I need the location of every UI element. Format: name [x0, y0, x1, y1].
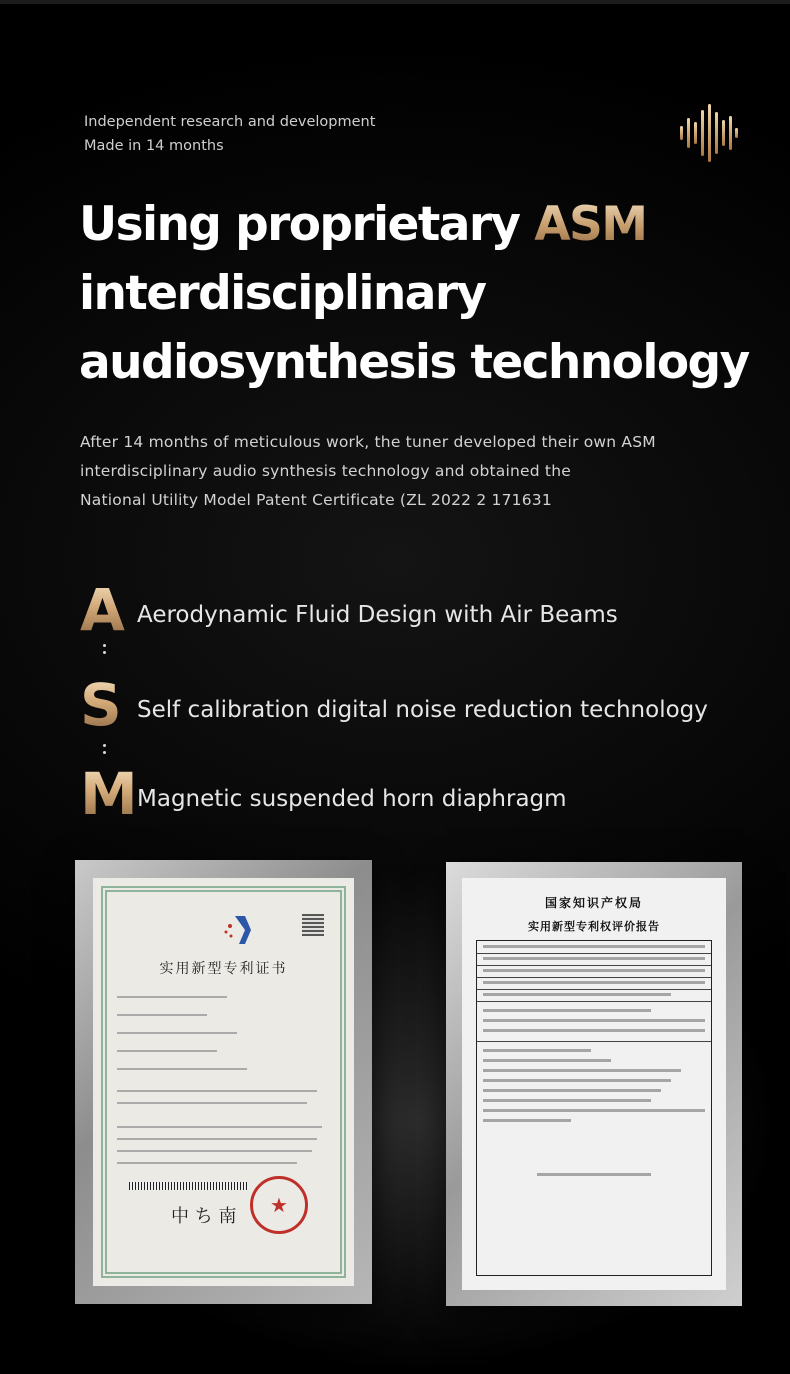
description: [80, 428, 656, 515]
description-line: National Utility Model Patent Certificate (ZL 2022 2 171631: [80, 491, 552, 509]
feature-letter: M: [80, 760, 138, 828]
signature: 中 ち 南: [171, 1206, 237, 1227]
ip-office-logo-icon: [221, 912, 261, 948]
patent-certificate: [93, 878, 354, 1286]
patent-certificate-frame: [75, 860, 372, 1304]
page-title: [79, 190, 749, 397]
report-title: 实用新型专利权评价报告: [528, 920, 660, 933]
barcode: [129, 1182, 249, 1190]
intro-line: Made in 14 months: [84, 138, 224, 154]
dots-divider: [103, 644, 107, 658]
intro-text: [84, 110, 375, 158]
feature-text: Magnetic suspended horn diaphragm: [137, 786, 567, 812]
certificate-title: 实用新型专利证书: [159, 961, 288, 977]
feature-text: Aerodynamic Fluid Design with Air Beams: [137, 602, 618, 628]
title-accent: ASM: [534, 197, 647, 252]
feature-text: Self calibration digital noise reduction technology: [137, 697, 708, 723]
dots-divider: [103, 744, 107, 758]
sound-wave-icon: [678, 104, 738, 162]
official-seal: [250, 1176, 308, 1234]
report-authority: 国家知识产权局: [544, 896, 643, 910]
title-part: interdisciplinary: [79, 266, 486, 321]
report-table: [476, 940, 712, 1276]
description-line: After 14 months of meticulous work, the tuner developed their own ASM: [80, 433, 656, 451]
feature-letter: S: [80, 671, 122, 739]
evaluation-report-frame: [446, 862, 742, 1306]
title-part: Using proprietary: [79, 197, 535, 252]
intro-line: Independent research and development: [84, 114, 376, 130]
description-line: interdisciplinary audio synthesis technology and obtained the: [80, 462, 571, 480]
evaluation-report: [462, 878, 726, 1290]
feature-letter: A: [80, 576, 125, 644]
qr-code: [302, 914, 324, 936]
top-divider: [0, 0, 790, 4]
title-part: audiosynthesis technology: [79, 335, 749, 390]
